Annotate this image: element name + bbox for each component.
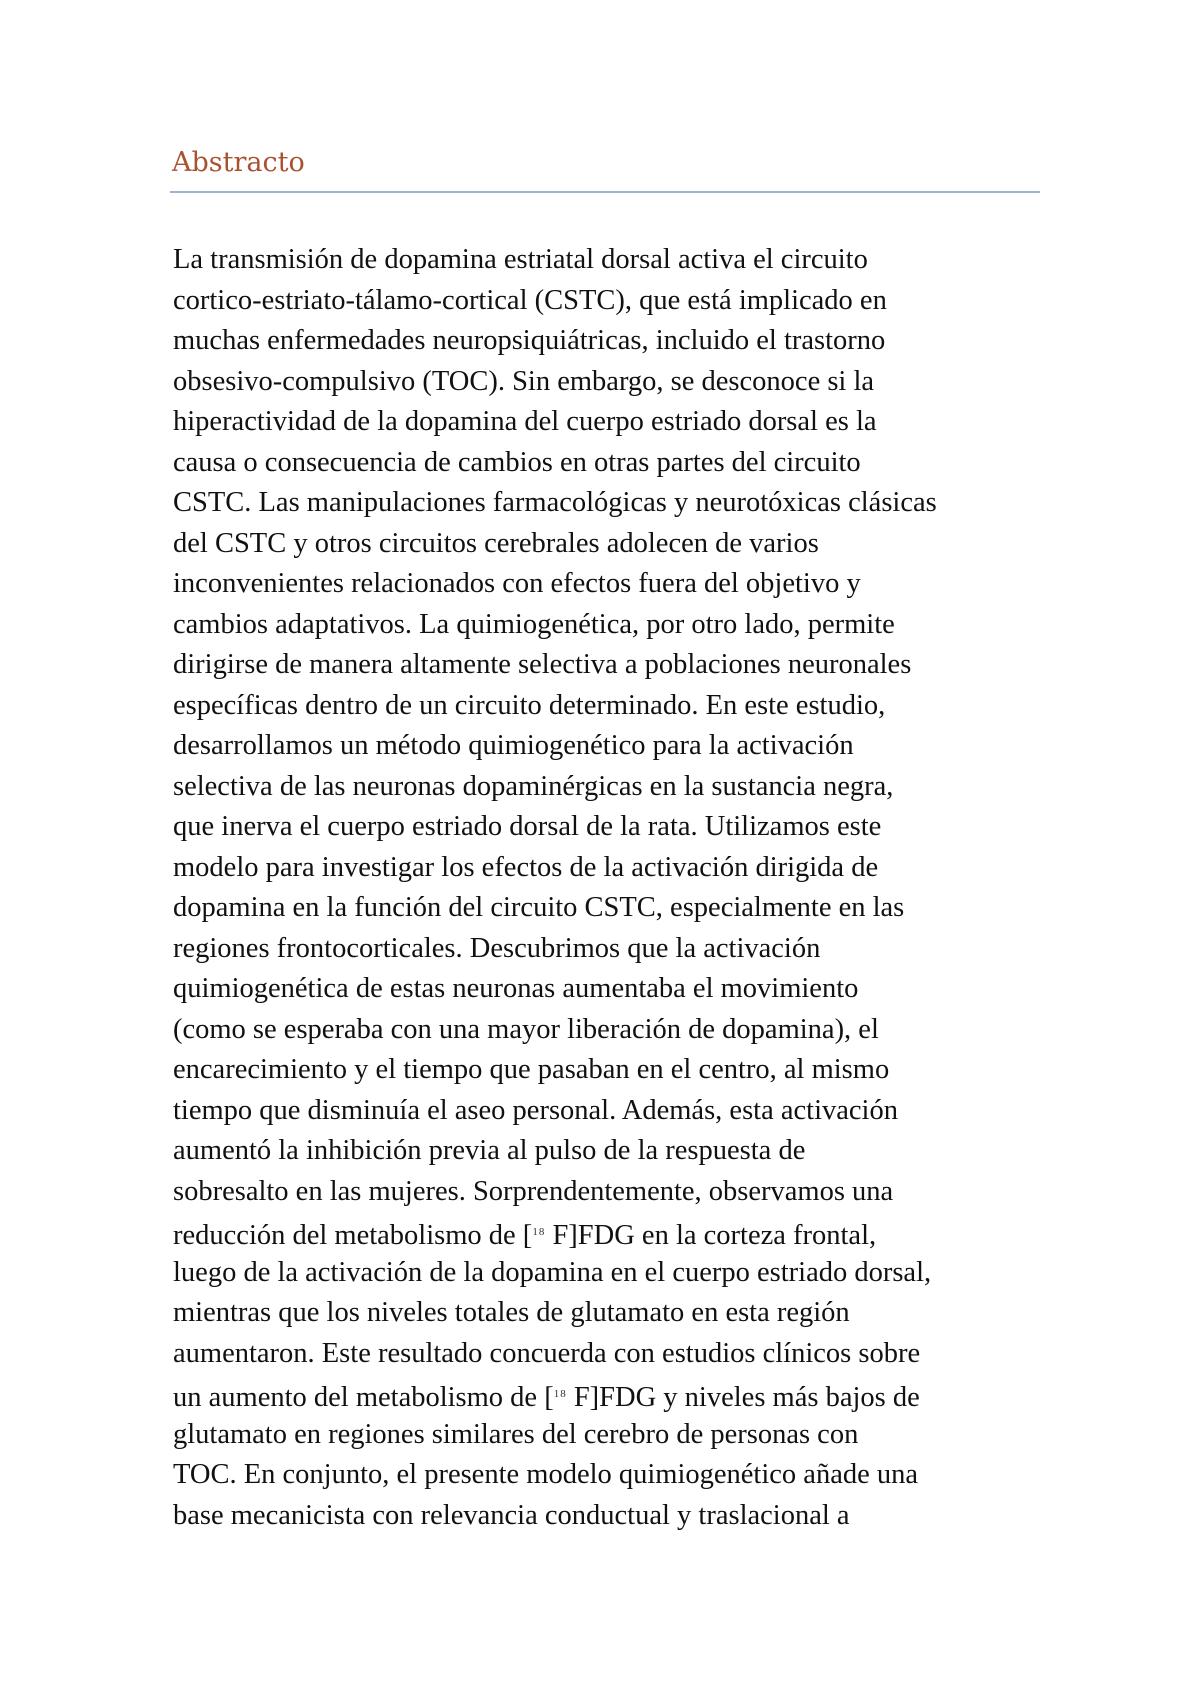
paragraph-line: glutamato en regiones similares del cerebro de personas con xyxy=(173,1418,859,1450)
heading-underline xyxy=(170,191,1040,193)
paragraph-line: del CSTC y otros circuitos cerebrales adolecen de varios xyxy=(173,527,819,559)
abstract-body xyxy=(173,240,1053,1536)
paragraph-line: aumentó la inhibición previa al pulso de la respuesta de xyxy=(173,1135,806,1166)
paragraph-line: regiones frontocorticales. Descubrimos que la activación xyxy=(173,932,821,964)
paragraph-line: sobresalto en las mujeres. Sorprendentemente, observamos una xyxy=(173,1175,894,1207)
isotope-superscript: 18 xyxy=(553,1388,567,1400)
paragraph-line: CSTC. Las manipulaciones farmacológicas y neurotóxicas clásicas xyxy=(173,487,937,518)
paragraph-line: que inerva el cuerpo estriado dorsal de la rata. Utilizamos este xyxy=(173,811,882,842)
paragraph-line: selectiva de las neuronas dopaminérgicas en la sustancia negra, xyxy=(173,770,894,802)
paragraph-line: aumentaron. Este resultado concuerda con estudios clínicos sobre xyxy=(173,1337,921,1369)
paragraph-line: obsesivo-compulsivo (TOC). Sin embargo, se desconoce si la xyxy=(173,365,875,397)
paragraph-line: dopamina en la función del circuito CSTC, especialmente en las xyxy=(173,892,905,923)
paragraph-line: cortico-estriato-tálamo-cortical (CSTC), que está implicado en xyxy=(173,284,887,316)
paragraph-line: La transmisión de dopamina estriatal dorsal activa el circuito xyxy=(173,244,868,275)
line-text: un aumento del metabolismo de [ xyxy=(173,1382,554,1413)
paragraph-line: base mecanicista con relevancia conductual y traslacional a xyxy=(173,1499,850,1531)
paragraph-line: modelo para investigar los efectos de la activación dirigida de xyxy=(173,851,879,883)
paragraph-line-with-isotope xyxy=(173,1374,1053,1415)
paragraph-line: específicas dentro de un circuito determinado. En este estudio, xyxy=(173,689,886,721)
isotope-superscript: 18 xyxy=(532,1226,546,1238)
line-text: F]FDG en la corteza frontal, xyxy=(545,1220,877,1251)
paragraph-line: causa o consecuencia de cambios en otras partes del circuito xyxy=(173,446,861,478)
paragraph-line: tiempo que disminuía el aseo personal. Además, esta activación xyxy=(173,1094,898,1126)
paragraph-line-with-isotope xyxy=(173,1212,1053,1253)
line-text: F]FDG y niveles más bajos de xyxy=(566,1382,920,1413)
paragraph-line: encarecimiento y el tiempo que pasaban en el centro, al mismo xyxy=(173,1054,890,1085)
paragraph-line: cambios adaptativos. La quimiogenética, por otro lado, permite xyxy=(173,608,895,640)
paragraph-line: (como se esperaba con una mayor liberación de dopamina), el xyxy=(173,1013,879,1045)
paragraph-line: TOC. En conjunto, el presente modelo quimiogenético añade una xyxy=(173,1459,919,1490)
paragraph-line: quimiogenética de estas neuronas aumentaba el movimiento xyxy=(173,973,859,1004)
paragraph-line: desarrollamos un método quimiogenético para la activación xyxy=(173,730,854,761)
paragraph-line: muchas enfermedades neuropsiquiátricas, incluido el trastorno xyxy=(173,325,886,356)
paragraph-line: inconvenientes relacionados con efectos fuera del objetivo y xyxy=(173,568,861,599)
paragraph-line: mientras que los niveles totales de glutamato en esta región xyxy=(173,1297,850,1328)
line-text: reducción del metabolismo de [ xyxy=(173,1220,533,1251)
paragraph-line: dirigirse de manera altamente selectiva a poblaciones neuronales xyxy=(173,649,912,680)
paragraph-line: hiperactividad de la dopamina del cuerpo estriado dorsal es la xyxy=(173,406,877,437)
section-heading: Abstracto xyxy=(172,147,305,178)
paragraph-line: luego de la activación de la dopamina en el cuerpo estriado dorsal, xyxy=(173,1256,932,1288)
